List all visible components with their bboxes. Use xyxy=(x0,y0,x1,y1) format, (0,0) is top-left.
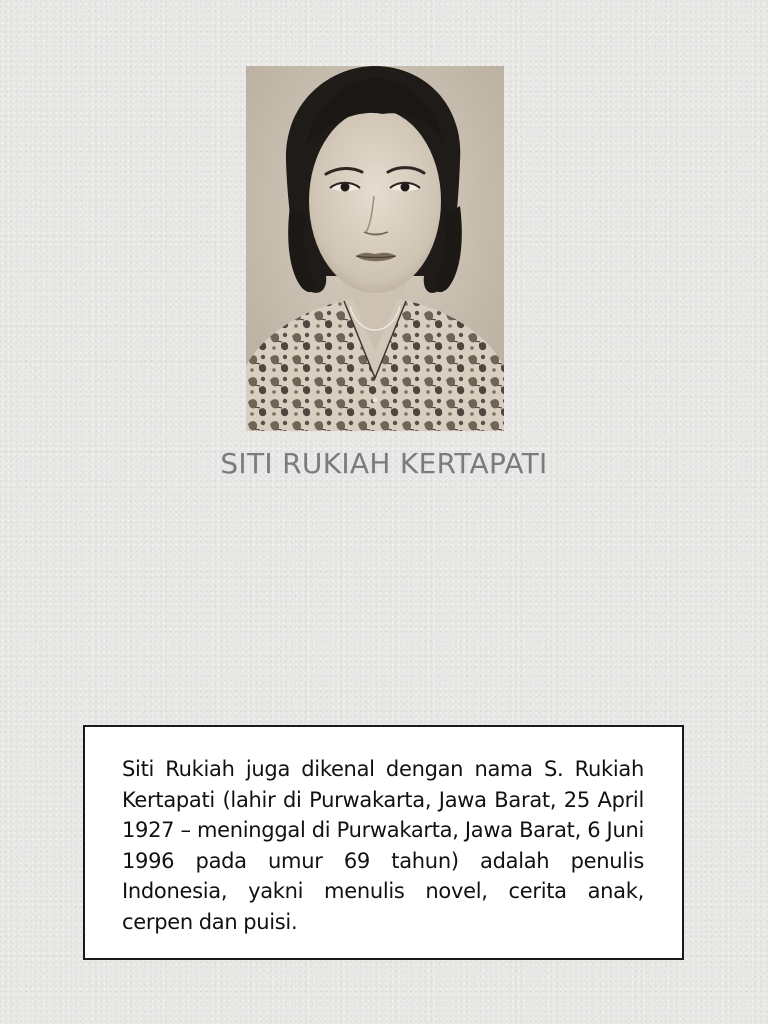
portrait-photo xyxy=(246,66,504,431)
portrait-illustration xyxy=(246,66,504,431)
bio-text-box xyxy=(83,725,684,960)
page-title: SITI RUKIAH KERTAPATI xyxy=(220,447,548,480)
bio-paragraph: Siti Rukiah juga dikenal dengan nama S. Rukiah Kertapati (lahir di Purwakarta, Jawa Barat, 25 April 1927 – meninggal di Purwakarta, Jawa Barat, 6 Juni 1996 pada umur 69 tahun) adalah penulis Indonesia, yakni menulis novel, cerita anak, cerpen dan puisi. xyxy=(122,757,644,934)
